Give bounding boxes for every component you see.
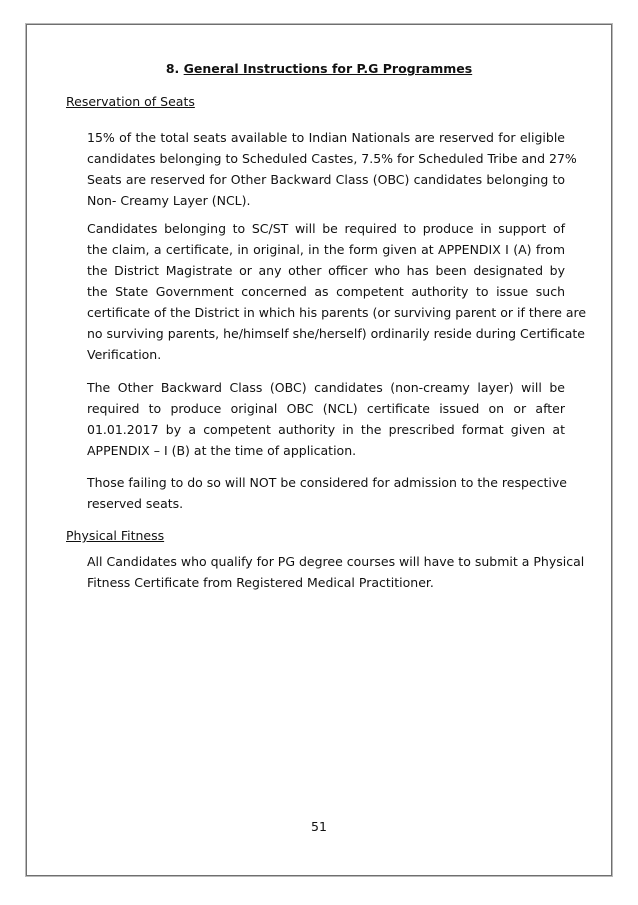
paragraph-line: Verification. — [87, 347, 162, 362]
paragraph-line: Fitness Certificate from Registered Medical Practitioner. — [87, 575, 434, 590]
paragraph-failure-notice — [87, 472, 565, 514]
title-number: 8. — [165, 61, 184, 76]
paragraph-line: Those failing to do so will NOT be considered for admission to the respective — [87, 475, 567, 490]
paragraph-line: the District Magistrate or any other officer who has been designated by — [87, 263, 565, 278]
paragraph-line: the claim, a certificate, in original, in the form given at APPENDIX I (A) from — [87, 242, 565, 257]
paragraph-physical-fitness — [87, 551, 585, 593]
paragraph-line: candidates belonging to Scheduled Castes, 7.5% for Scheduled Tribe and 27% — [87, 151, 577, 166]
paragraph-line: the State Government concerned as competent authority to issue such — [87, 284, 565, 299]
section-heading-reservation-of-seats: Reservation of Seats — [66, 94, 195, 109]
paragraph-line: All Candidates who qualify for PG degree courses will have to submit a Physical — [87, 554, 585, 569]
paragraph-line: 15% of the total seats available to Indian Nationals are reserved for eligible — [87, 130, 565, 145]
paragraph-line: required to produce original OBC (NCL) certificate issued on or after — [87, 401, 565, 416]
page-number: 51 — [311, 819, 327, 834]
paragraph-seat-reservation — [87, 127, 577, 211]
paragraph-line: Non- Creamy Layer (NCL). — [87, 193, 251, 208]
paragraph-line: Seats are reserved for Other Backward Class (OBC) candidates belonging to — [87, 172, 565, 187]
paragraph-obc-certificate — [87, 377, 565, 461]
paragraph-line: 01.01.2017 by a competent authority in the prescribed format given at — [87, 422, 565, 437]
section-heading-physical-fitness: Physical Fitness — [66, 528, 165, 543]
title-text: General Instructions for P.G Programmes — [183, 61, 473, 76]
paragraph-line: certificate of the District in which his parents (or surviving parent or if there are — [87, 305, 587, 320]
page-title — [0, 60, 638, 78]
paragraph-line: no surviving parents, he/himself she/herself) ordinarily reside during Certificate — [87, 326, 585, 341]
paragraph-line: The Other Backward Class (OBC) candidates (non-creamy layer) will be — [87, 380, 565, 395]
paragraph-line: APPENDIX – I (B) at the time of application. — [87, 443, 357, 458]
paragraph-line: reserved seats. — [87, 496, 184, 511]
paragraph-sc-st-certificate — [87, 218, 587, 365]
paragraph-line: Candidates belonging to SC/ST will be required to produce in support of — [87, 221, 565, 236]
